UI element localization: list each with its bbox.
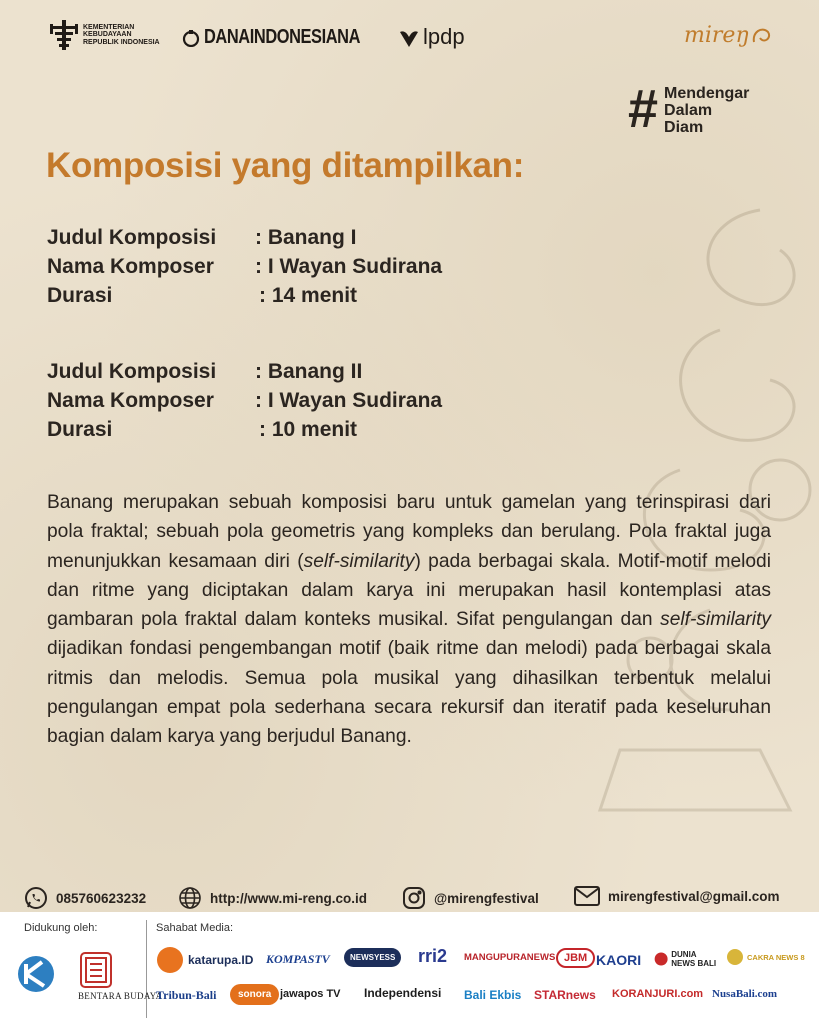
contact-instagram[interactable] xyxy=(402,886,539,910)
description-text: ) pada berbagai skala. Motif-motif melodi dan ritme yang diciptakan dalam karya ini merupakan hasil kontemplasi atas gambaran pola fraktal dalam konteks musikal. Sifat pengulangan dan xyxy=(47,550,771,631)
komposer-value: : I Wayan Sudirana xyxy=(255,254,443,278)
hashtag-line: Dalam xyxy=(664,102,713,119)
media-koranjuri: KORANJURI.com xyxy=(612,988,704,1000)
composition-info-1 xyxy=(47,223,442,310)
media-tribun: Tribun-Bali xyxy=(156,988,217,1002)
judul-value: : Banang II xyxy=(255,359,363,383)
durasi-label: Durasi xyxy=(47,417,113,441)
judul-label: Judul Komposisi xyxy=(47,359,217,383)
description-emphasis: self-similarity xyxy=(303,550,415,572)
globe-icon xyxy=(178,886,202,910)
lpdp-leaf-icon xyxy=(398,26,420,48)
media-starnews: STARnews xyxy=(534,988,596,1002)
instagram-text: @mirengfestival xyxy=(434,890,539,906)
mireng-text: mireŋ xyxy=(684,22,750,48)
description-text: Banang merupakan sebuah komposisi baru untuk gamelan yang terinspirasi dari pola fraktal; sebuah pola geometris yang kompleks dan berulang. Pola fraktal juga menunjukkan kesamaan diri ( xyxy=(47,492,771,572)
media-independensi: Independensi xyxy=(364,986,442,1000)
kemen-text: KEMENTERIAN KEBUDAYAAN REPUBLIK INDONESIA xyxy=(83,23,160,46)
info-row xyxy=(47,281,442,310)
instagram-icon xyxy=(402,886,426,910)
dana-text: DANAINDONESIANA xyxy=(204,26,361,48)
durasi-value: : 14 menit xyxy=(259,283,358,307)
info-row xyxy=(47,386,442,415)
hashtag-words xyxy=(664,84,749,136)
media-katarupa: katarupa.ID xyxy=(156,946,253,974)
durasi-value: : 10 menit xyxy=(259,417,358,441)
mireng-swirl-icon xyxy=(750,22,774,48)
media-mangupura: MANGUPURANEWS xyxy=(464,952,556,963)
bentara-text: BENTARA BUDAYA xyxy=(78,991,163,1001)
mireng-logo xyxy=(684,22,774,48)
email-text: mirengfestival@gmail.com xyxy=(608,888,780,904)
kg-logo-icon xyxy=(16,954,56,994)
kemenkebud-logo xyxy=(50,20,163,50)
mail-icon xyxy=(574,886,600,906)
judul-value: : Banang I xyxy=(255,225,357,249)
media-kompastv: KOMPASTV xyxy=(266,952,330,966)
description-paragraph xyxy=(47,488,771,752)
media-sonora: sonora xyxy=(230,984,279,1005)
website-text: http://www.mi-reng.co.id xyxy=(210,890,367,906)
garuda-emblem-icon xyxy=(50,20,78,50)
composition-info-2 xyxy=(47,357,442,444)
lpdp-text: lpdp xyxy=(423,24,465,49)
media-nusabali: NusaBali.com xyxy=(712,988,778,1000)
info-row xyxy=(47,223,442,252)
contact-email[interactable] xyxy=(574,886,779,906)
description-text: dijadikan fondasi pengembangan motif (baik ritme dan melodi) pada berbagai skala ritmis dan melodis. Semua pola musikal yang dihasilkan terbentuk melalui pengulangan empat pola sederhana secara rekursif dan iteratif pada keseluruhan bagian dalam karya yang berjudul Banang. xyxy=(47,638,771,748)
hashtag-line: Mendengar xyxy=(664,85,750,102)
didukung-label: Didukung oleh: xyxy=(24,922,98,934)
media-dunia-news: DUNIA NEWS BALI xyxy=(654,948,718,970)
cakra-seal-icon xyxy=(726,948,744,966)
dana-indonesiana-logo xyxy=(182,26,394,49)
judul-label: Judul Komposisi xyxy=(47,225,217,249)
contact-phone[interactable] xyxy=(24,886,146,910)
info-row xyxy=(47,252,442,281)
media-cakra: CAKRA NEWS 8 xyxy=(726,948,805,966)
bentara-emblem-icon xyxy=(80,952,112,988)
info-row xyxy=(47,357,442,386)
komposer-value: : I Wayan Sudirana xyxy=(255,388,443,412)
phone-text: 085760623232 xyxy=(56,890,147,906)
sahabat-label: Sahabat Media: xyxy=(156,922,234,934)
komposer-label: Nama Komposer xyxy=(47,254,214,278)
hashtag-block xyxy=(628,79,750,139)
media-kaori: KAORI xyxy=(596,952,642,968)
dana-emblem-icon xyxy=(182,29,200,47)
sponsor-footer xyxy=(0,912,819,1024)
contact-website[interactable] xyxy=(178,886,367,910)
info-row xyxy=(47,415,442,444)
durasi-label: Durasi xyxy=(47,283,113,307)
media-jawapos: jawapos TV xyxy=(280,988,341,1000)
lpdp-logo xyxy=(398,24,465,50)
footer-divider xyxy=(146,920,147,1018)
media-jbm: JBM xyxy=(556,948,595,968)
description-emphasis: self-similarity xyxy=(660,609,771,631)
page-title: Komposisi yang ditampilkan: xyxy=(46,146,525,185)
hashtag-symbol: # xyxy=(628,79,659,139)
whatsapp-icon xyxy=(24,886,48,910)
media-baliekbis: Bali Ekbis xyxy=(464,988,522,1002)
katarupa-badge-icon xyxy=(156,946,184,974)
komposer-label: Nama Komposer xyxy=(47,388,214,412)
media-rri: rri2 xyxy=(418,946,448,966)
dunia-news-globe-icon xyxy=(654,948,668,970)
media-newsyess: NEWSYESS xyxy=(344,948,401,967)
hashtag-line: Diam xyxy=(664,119,704,136)
